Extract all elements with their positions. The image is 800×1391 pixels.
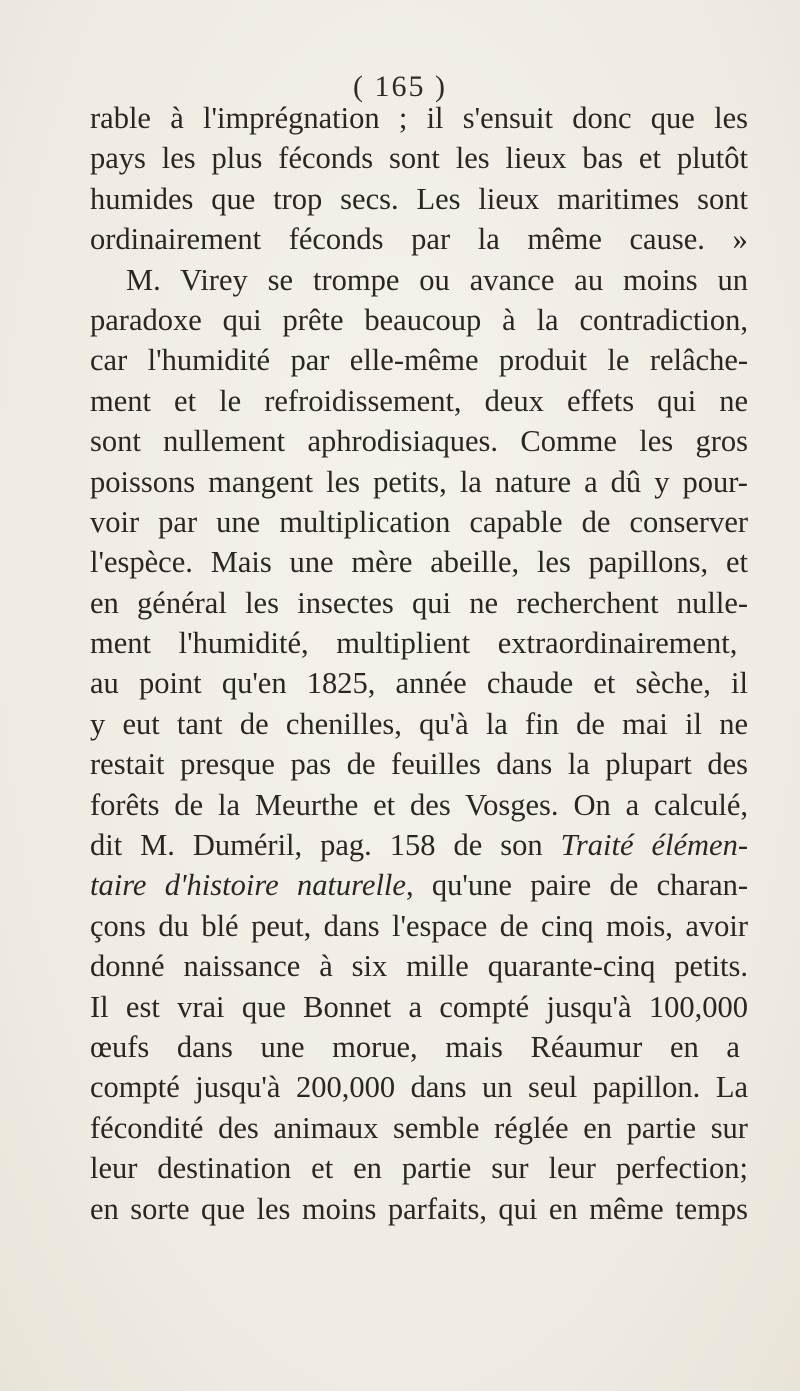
text-line: çons du blé peut, dans l'espace de cinq mois, avoir [90, 908, 749, 943]
text-segment: , qu'une paire de charan- [405, 868, 749, 903]
text-line: au point qu'en 1825, année chaude et sèche, il [90, 666, 749, 701]
italic-title-segment: taire d'histoire naturelle [90, 868, 406, 903]
text-line: ment et le refroidissement, deux effets qui ne [90, 383, 749, 418]
text-line: compté jusqu'à 200,000 dans un seul papillon. La [90, 1070, 748, 1105]
text-segment: dit M. Duméril, pag. 158 de son [90, 828, 561, 863]
text-line: œufs dans une morue, mais Réaumur en a [90, 1029, 740, 1064]
text-line: en sorte que les moins parfaits, qui en même temps [90, 1191, 748, 1226]
text-line [90, 825, 748, 865]
italic-title-segment: Traité élémen- [560, 828, 748, 863]
text-line: y eut tant de chenilles, qu'à la fin de mai il ne [90, 706, 748, 741]
text-line: humides que trop secs. Les lieux maritimes sont [90, 181, 748, 216]
text-line: sont nullement aphrodisiaques. Comme les gros [90, 424, 749, 459]
text-line: en général les insectes qui ne recherchent nulle- [90, 585, 749, 620]
text-line: ment l'humidité, multiplient extraordinairement, [90, 626, 738, 661]
text-line: M. Virey se trompe ou avance au moins un [126, 262, 749, 297]
text-line: restait presque pas de feuilles dans la plupart des [90, 747, 748, 782]
text-line: fécondité des animaux semble réglée en partie sur [90, 1110, 748, 1145]
text-line: car l'humidité par elle-même produit le relâche- [90, 343, 749, 378]
text-line: paradoxe qui prête beaucoup à la contradiction, [90, 302, 749, 337]
text-line: leur destination et en partie sur leur perfection; [90, 1151, 748, 1186]
text-line [90, 865, 748, 905]
text-line: Il est vrai que Bonnet a compté jusqu'à 100,000 [90, 989, 748, 1024]
text-line: donné naissance à six mille quarante-cinq petits. [90, 949, 749, 984]
text-line: rable à l'imprégnation ; il s'ensuit donc que les [90, 101, 748, 135]
text-line: voir par une multiplication capable de conserver [90, 504, 749, 539]
body-text [90, 98, 748, 1229]
text-line: poissons mangent les petits, la nature a dû y pour- [90, 464, 748, 499]
text-line: l'espèce. Mais une mère abeille, les papillons, et [90, 545, 748, 580]
text-line: forêts de la Meurthe et des Vosges. On a calculé, [90, 787, 749, 822]
text-line: ordinairement féconds par la même cause. » [90, 222, 748, 257]
page-number: ( 165 ) [353, 70, 447, 103]
text-line: pays les plus féconds sont les lieux bas et plutôt [90, 141, 748, 176]
